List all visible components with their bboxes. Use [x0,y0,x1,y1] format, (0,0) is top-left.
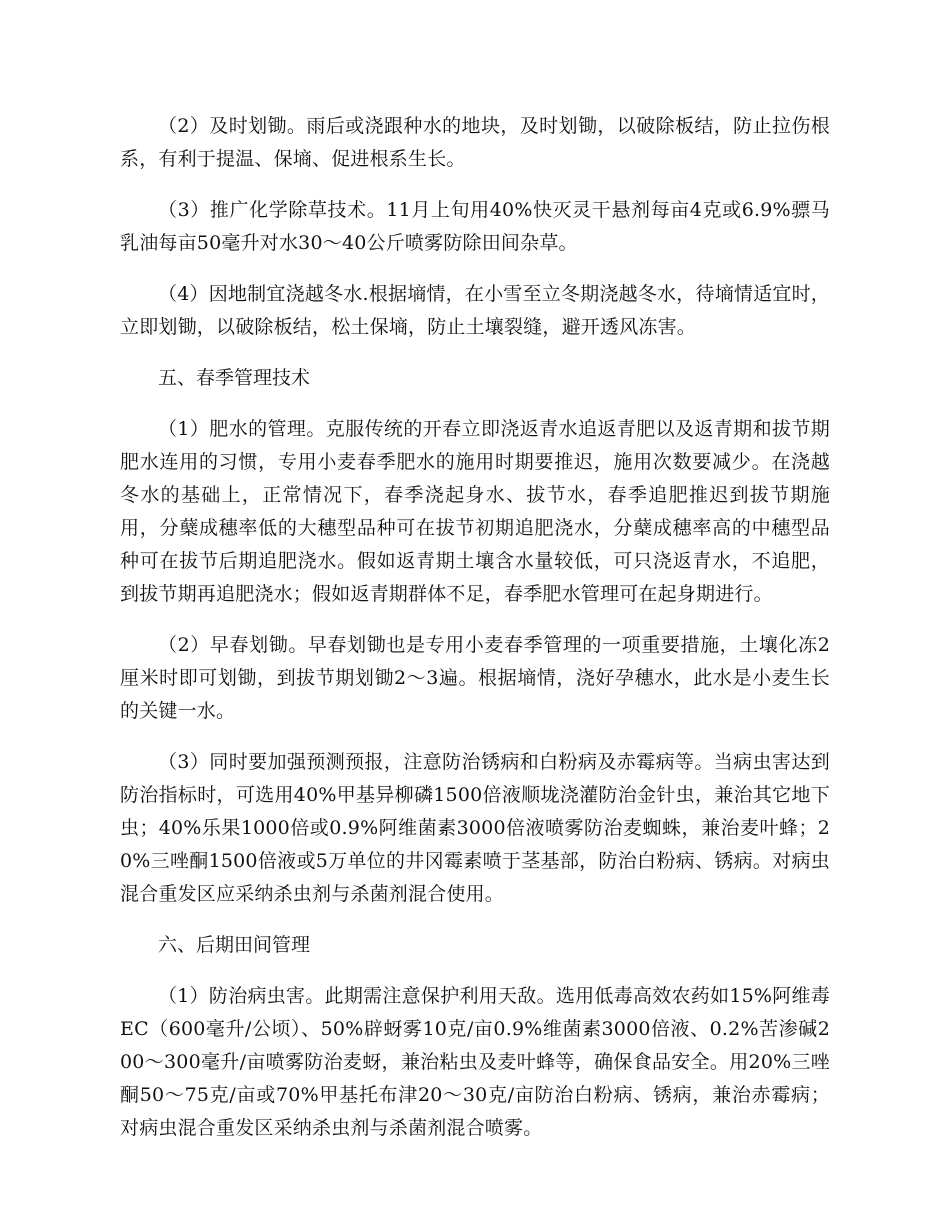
paragraph-pest-forecast: （3）同时要加强预测预报，注意防治锈病和白粉病及赤霉病等。当病虫害达到防治指标时，可选用40%甲基异柳磷1500倍液顺垅浇灌防治金针虫，兼治其它地下虫；40%乐果1000倍或0.9%阿维菌素3000倍液喷雾防治麦蜘蛛，兼治麦叶蜂；20%三唑酮1500倍液或5万单位的井冈霉素喷于茎基部，防治白粉病、锈病。对病虫混合重发区应采纳杀虫剂与杀菌剂混合使用。 [120,751,830,905]
section-heading-spring-management: 五、春季管理技术 [158,367,311,389]
section-heading-late-field-management: 六、后期田间管理 [158,934,311,956]
paragraph-pest-control: （1）防治病虫害。此期需注意保护利用天敌。选用低毒高效农药如15%阿维毒EC（600毫升/公顷）、50%辟蚜雾10克/亩0.9%维菌素3000倍液、0.2%苦渗碱200～300毫升/亩喷雾防治麦蚜，兼治粘虫及麦叶蜂等，确保食品安全。用20%三唑酮50～75克/亩或70%甲基托布津20～30克/亩防治白粉病、锈病，兼治赤霉病；对病虫混合重发区采纳杀虫剂与杀菌剂混合喷雾。 [120,985,830,1139]
paragraph-early-spring-hoeing: （2）早春划锄。早春划锄也是专用小麦春季管理的一项重要措施，土壤化冻2厘米时即可划锄，到拔节期划锄2～3遍。根据墒情，浇好孕穗水，此水是小麦生长的关键一水。 [120,634,830,722]
paragraph-fertilizer-water: （1）肥水的管理。克服传统的开春立即浇返青水追返青肥以及返青期和拔节期肥水连用的习惯，专用小麦春季肥水的施用时期要推迟，施用次数要减少。在浇越冬水的基础上，正常情况下，春季浇起身水、拔节水，春季追肥推迟到拔节期施用，分蘖成穗率低的大穗型品种可在拔节初期追肥浇水，分蘖成穗率高的中穗型品种可在拔节后期追肥浇水。假如返青期土壤含水量较低，可只浇返青水，不追肥，到拔节期再追肥浇水；假如返青期群体不足，春季肥水管理可在起身期进行。 [120,418,830,605]
paragraph-timely-hoeing: （2）及时划锄。雨后或浇跟种水的地块，及时划锄，以破除板结，防止拉伤根系，有利于提温、保墒、促进根系生长。 [120,115,830,170]
paragraph-winter-irrigation: （4）因地制宜浇越冬水.根据墒情，在小雪至立冬期浇越冬水，待墒情适宜时，立即划锄，以破除板结，松土保墒，防止土壤裂缝，避开透风冻害。 [120,283,830,338]
paragraph-chemical-weeding: （3）推广化学除草技术。11月上旬用40%快灭灵干悬剂每亩4克或6.9%骠马乳油每亩50毫升对水30～40公斤喷雾防除田间杂草。 [120,199,830,254]
